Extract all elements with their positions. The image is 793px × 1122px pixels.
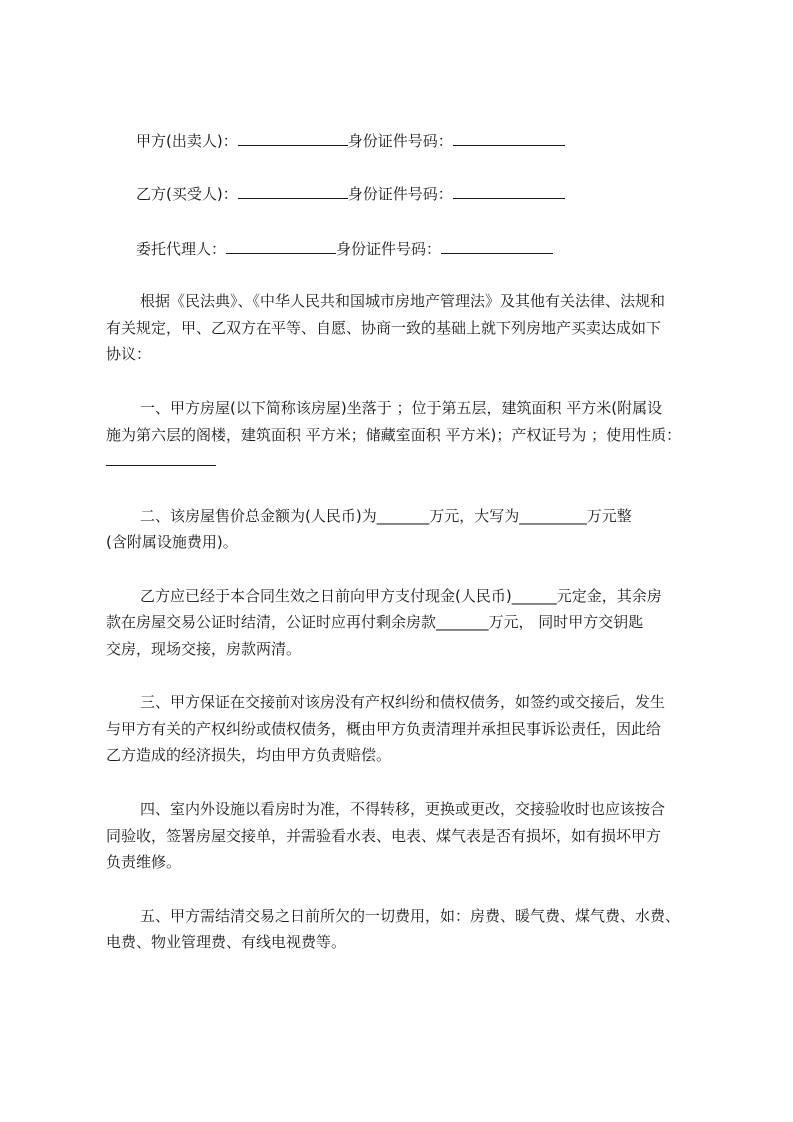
- article3-line-3: 乙方造成的经济损失，均由甲方负责赔偿。: [106, 746, 392, 764]
- article2-line-1: 二、该房屋售价总金额为(人民币)为_______万元，大写为_________万元整: [140, 507, 632, 525]
- party-a-label: 甲方(出卖人)：: [136, 132, 238, 150]
- intro-line-3: 协议：: [106, 345, 152, 363]
- payment-line-1: 乙方应已经于本合同生效之日前向甲方支付现金(人民币)______元定金，其余房: [140, 587, 662, 605]
- payment-line-2: 款在房屋交易公证时结清，公证时应再付剩余房款_______万元， 同时甲方交钥匙: [106, 613, 644, 631]
- article3-line-1: 三、甲方保证在交接前对该房没有产权纠纷和债权债务，如签约或交接后，发生: [140, 693, 666, 711]
- agent-label: 委托代理人：: [136, 240, 227, 258]
- article2-line-2: (含附属设施费用)。: [106, 533, 238, 551]
- agent-id-blank: [441, 239, 553, 254]
- party-b-name-blank: [238, 184, 348, 199]
- article1-line-3: [106, 451, 216, 471]
- payment-line-3: 交房，现场交接，房款两清。: [106, 640, 302, 658]
- article1-line-1: 一、甲方房屋(以下简称该房屋)坐落于 ；位于第五层，建筑面积 平方米(附属设: [140, 399, 663, 417]
- agent-id-label: 身份证件号码：: [336, 240, 442, 258]
- article3-line-2: 与甲方有关的产权纠纷或债权债务，概由甲方负责清理并承担民事诉讼责任，因此给: [106, 720, 662, 738]
- agent-line: [136, 239, 553, 259]
- party-b-id-label: 身份证件号码：: [347, 185, 453, 203]
- article5-line-1: 五、甲方需结清交易之日前所欠的一切费用，如：房费、暖气费、煤气费、水费、: [140, 907, 681, 925]
- party-a-name-blank: [238, 131, 348, 146]
- article5-line-2: 电费、物业管理费、有线电视费等。: [106, 933, 347, 951]
- intro-line-2: 有关规定，甲、乙双方在平等、自愿、协商一致的基础上就下列房地产买卖达成如下: [106, 319, 662, 337]
- article4-line-3: 负责维修。: [106, 853, 182, 871]
- party-b-line: [136, 184, 565, 204]
- article4-line-1: 四、室内外设施以看房时为准，不得转移，更换或更改，交接验收时也应该按合: [140, 800, 666, 818]
- party-b-id-blank: [453, 184, 565, 199]
- party-a-line: [136, 131, 565, 151]
- agent-name-blank: [226, 239, 336, 254]
- usage-type-blank: [106, 451, 216, 466]
- article1-line-2: 施为第六层的阁楼，建筑面积 平方米；储藏室面积 平方米)；产权证号为 ；使用性质：: [106, 426, 682, 444]
- party-a-id-blank: [453, 131, 565, 146]
- party-b-label: 乙方(买受人)：: [136, 185, 238, 203]
- intro-line-1: 根据《民法典》、《中华人民共和国城市房地产管理法》及其他有关法律、法规和: [140, 292, 666, 310]
- party-a-id-label: 身份证件号码：: [347, 132, 453, 150]
- article4-line-2: 同验收，签署房屋交接单，并需验看水表、电表、煤气表是否有损坏，如有损坏甲方: [106, 827, 662, 845]
